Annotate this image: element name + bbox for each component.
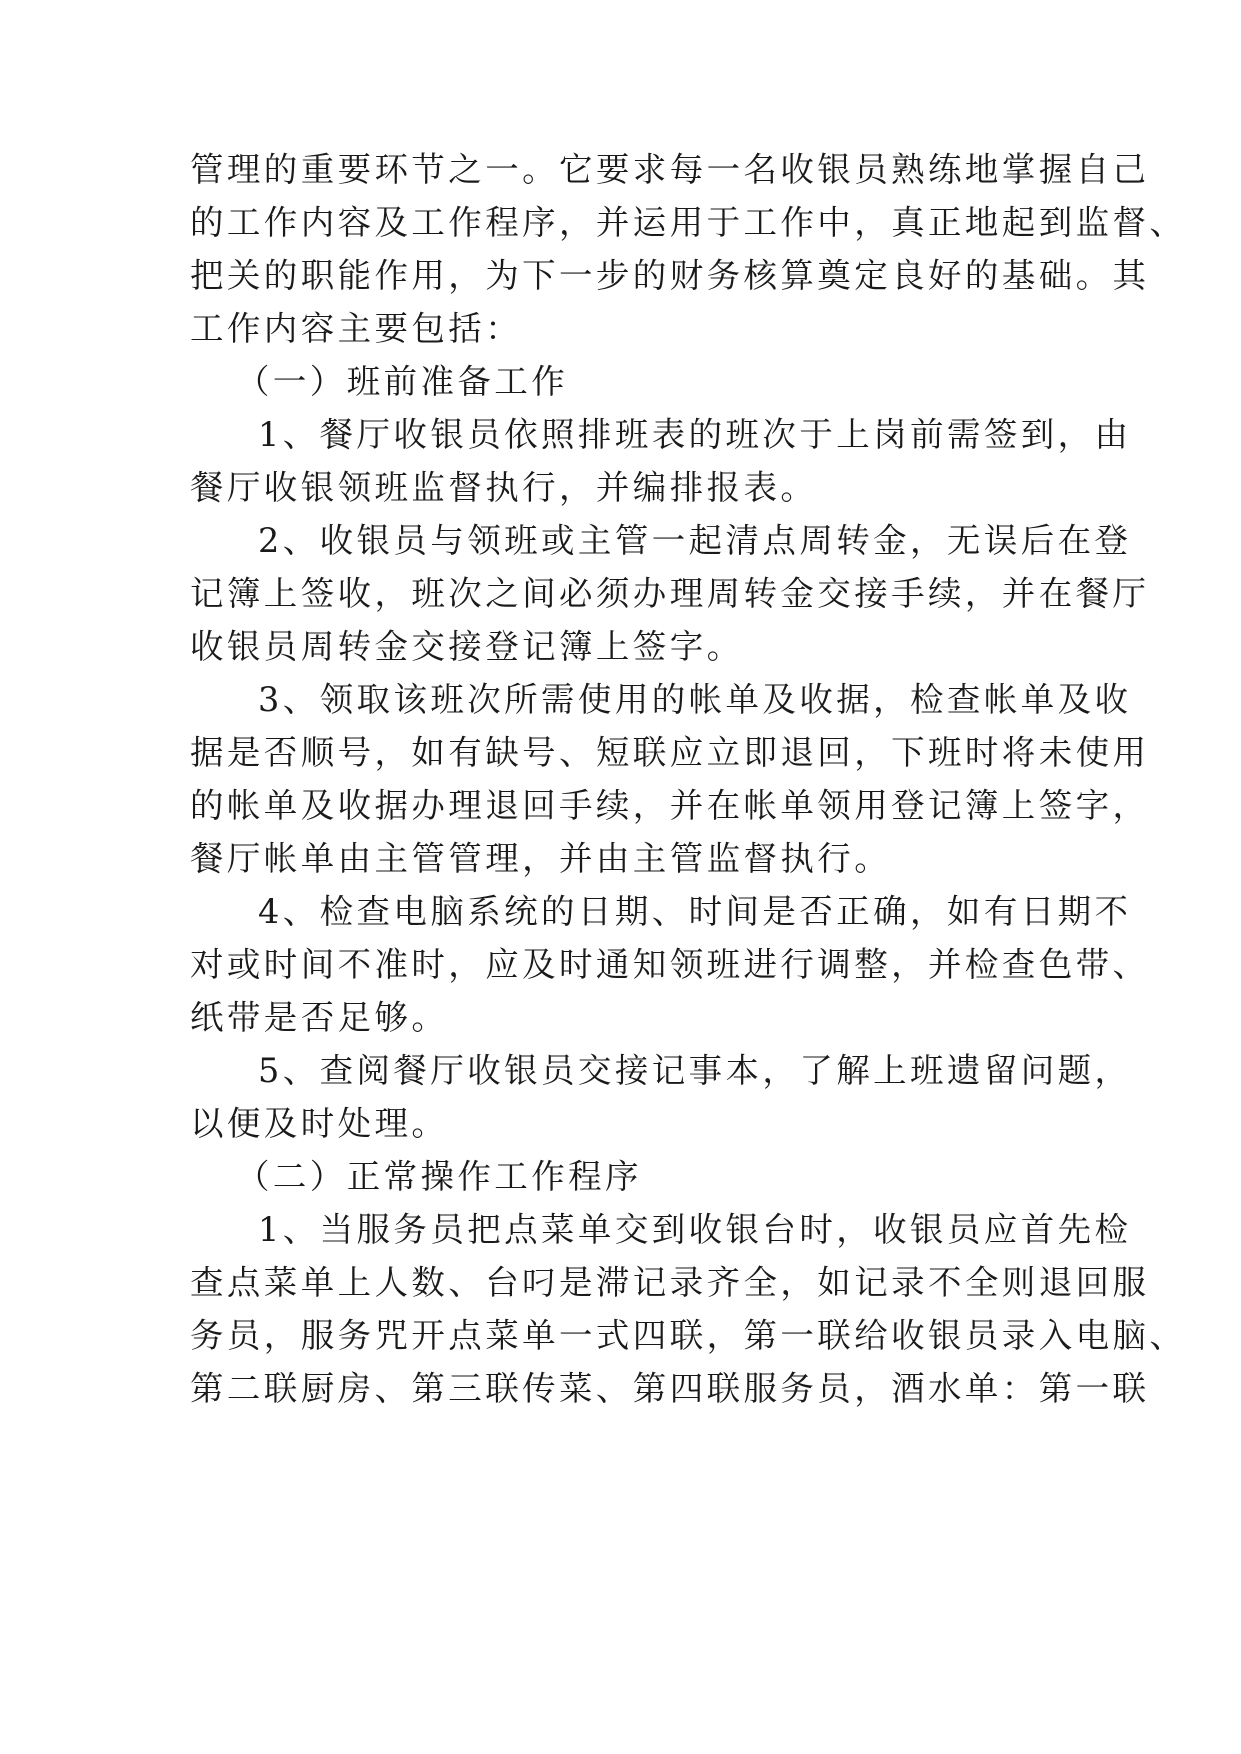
text-line: 查点菜单上人数、台叼是滞记录齐全，如记录不全则退回服 [190,1263,1150,1302]
text-line: 的帐单及收据办理退回手续，并在帐单领用登记簿上签字， [190,786,1150,825]
text-line: 纸带是否足够。 [190,998,449,1037]
section-heading: （二）正常操作工作程序 [236,1157,642,1196]
text-line: 务员，服务咒开点菜单一式四联，第一联给收银员录入电脑、 [190,1316,1187,1355]
text-line: 管理的重要环节之一。它要求每一名收银员熟练地掌握自己 [190,150,1150,189]
text-line: 的工作内容及工作程序，并运用于工作中，真正地起到监督、 [190,203,1187,242]
text-line: 第二联厨房、第三联传菜、第四联服务员，酒水单：第一联 [190,1369,1150,1408]
text-line: 4、检查电脑系统的日期、时间是否正确，如有日期不 [258,892,1132,931]
text-line: 收银员周转金交接登记簿上签字。 [190,627,744,666]
text-line: 据是否顺号，如有缺号、短联应立即退回，下班时将未使用 [190,733,1150,772]
text-line: 把关的职能作用，为下一步的财务核算奠定良好的基础。其 [190,256,1150,295]
text-line: 餐厅帐单由主管管理，并由主管监督执行。 [190,839,892,878]
text-line: 3、领取该班次所需使用的帐单及收据，检查帐单及收 [258,680,1132,719]
section-heading: （一）班前准备工作 [236,362,569,401]
text-line: 工作内容主要包括： [190,309,523,348]
text-line: 5、查阅餐厅收银员交接记事本，了解上班遗留问题， [258,1051,1132,1090]
text-line: 餐厅收银领班监督执行，并编排报表。 [190,468,818,507]
text-line: 1、餐厅收银员依照排班表的班次于上岗前需签到，由 [258,415,1132,454]
text-line: 记簿上签收，班次之间必须办理周转金交接手续，并在餐厅 [190,574,1150,613]
text-line: 对或时间不准时，应及时通知领班进行调整，并检查色带、 [190,945,1150,984]
text-line: 1、当服务员把点菜单交到收银台时，收银员应首先检 [258,1210,1132,1249]
text-line: 2、收银员与领班或主管一起清点周转金，无误后在登 [258,521,1132,560]
text-line: 以便及时处理。 [190,1104,449,1143]
